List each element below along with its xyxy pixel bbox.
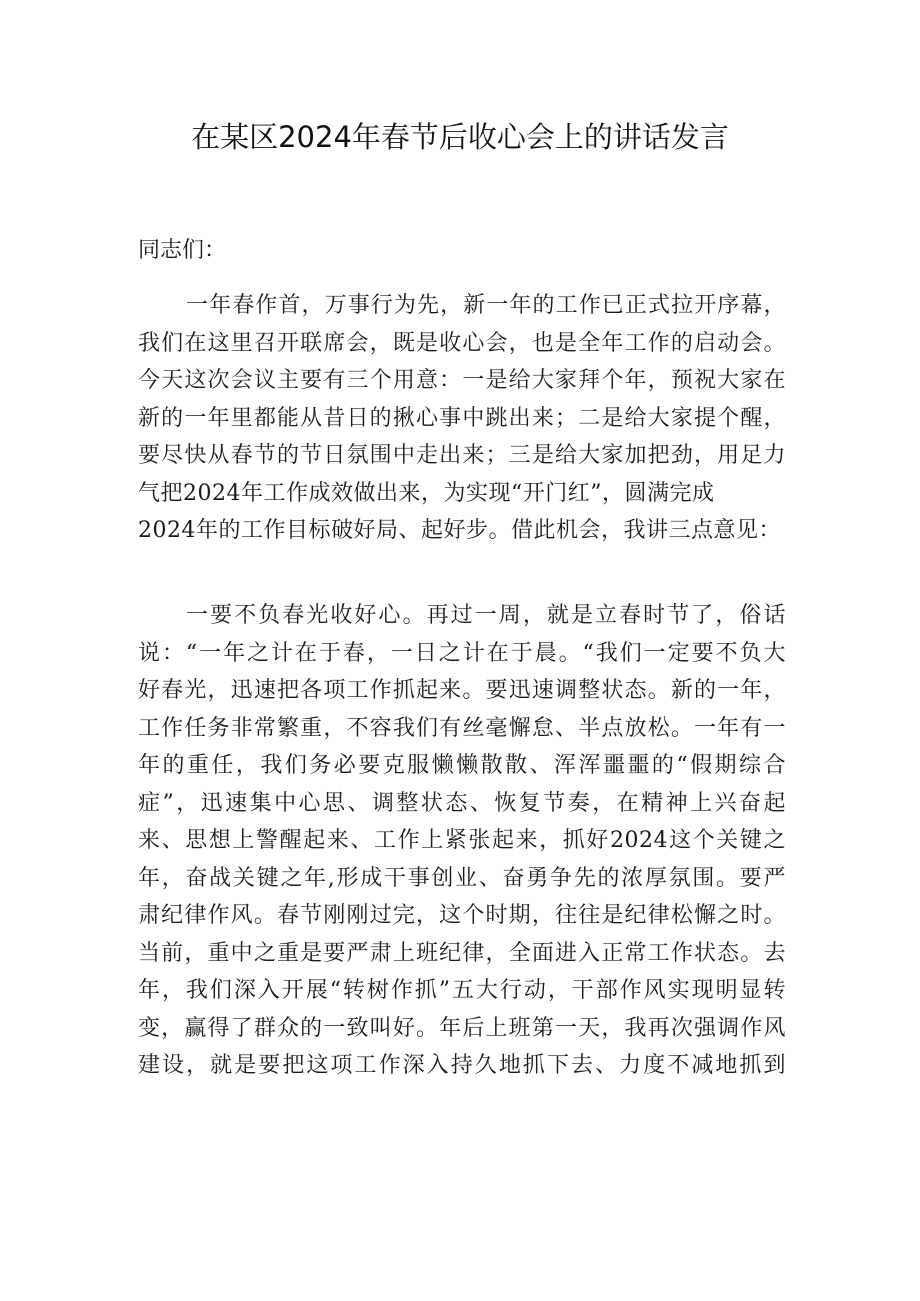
paragraph-line: 一年春作首，万事行为先，新一年的工作已正式拉开序幕， bbox=[186, 293, 786, 318]
paragraph-line: 一要不负春光收好心。再过一周，就是立春时节了，俗话 bbox=[186, 603, 786, 628]
paragraph-line: 新的一年里都能从昔日的揪心事中跳出来；二是给大家提个醒， bbox=[138, 405, 786, 431]
paragraph-line: 当前，重中之重是要严肃上班纪律，全面进入正常工作状态。去 bbox=[138, 940, 786, 966]
paragraph-line: 年的重任，我们务必要克服懒懒散散、浑浑噩噩的“假期综合 bbox=[138, 753, 786, 778]
paragraph-line: 年，我们深入开展“转树作抓”五大行动，干部作风实现明显转 bbox=[138, 978, 786, 1003]
paragraph-line: 症”，迅速集中心思、调整状态、恢复节奏，在精神上兴奋起 bbox=[138, 790, 786, 816]
paragraph-line: 工作任务非常繁重，不容我们有丝毫懈怠、半点放松。一年有一 bbox=[138, 715, 786, 741]
paragraph-line: 今天这次会议主要有三个用意：一是给大家拜个年，预祝大家在 bbox=[138, 368, 786, 393]
paragraph-line: 2024年的工作目标破好局、起好步。借此机会，我讲三点意见： bbox=[138, 518, 781, 543]
paragraph-line: 好春光，迅速把各项工作抓起来。要迅速调整状态。新的一年， bbox=[138, 678, 786, 703]
document-title: 在某区2024年春节后收心会上的讲话发言 bbox=[191, 120, 729, 154]
paragraph-opening bbox=[138, 287, 786, 550]
paragraph-line: 建设，就是要把这项工作深入持久地抓下去、力度不减地抓到 bbox=[138, 1053, 786, 1078]
paragraph-point-one bbox=[138, 597, 786, 1085]
paragraph-line: 说：“一年之计在于春，一日之计在于晨。“我们一定要不负大 bbox=[138, 640, 786, 666]
paragraph-line: 要尽快从春节的节日氛围中走出来；三是给大家加把劲，用足力 bbox=[138, 443, 786, 468]
paragraph-line: 变，赢得了群众的一致叫好。年后上班第一天，我再次强调作风 bbox=[138, 1015, 786, 1041]
salutation: 同志们： bbox=[138, 238, 227, 263]
paragraph-line: 气把2024年工作成效做出来，为实现“开门红”，圆满完成 bbox=[138, 480, 715, 506]
paragraph-line: 来、思想上警醒起来、工作上紧张起来，抓好2024这个关键之 bbox=[138, 828, 786, 853]
paragraph-line: 年，奋战关键之年,形成干事创业、奋勇争先的浓厚氛围。要严 bbox=[138, 865, 786, 891]
paragraph-line: 肃纪律作风。春节刚刚过完，这个时期，往往是纪律松懈之时。 bbox=[138, 903, 786, 928]
paragraph-line: 我们在这里召开联席会，既是收心会，也是全年工作的启动会。 bbox=[138, 330, 786, 356]
